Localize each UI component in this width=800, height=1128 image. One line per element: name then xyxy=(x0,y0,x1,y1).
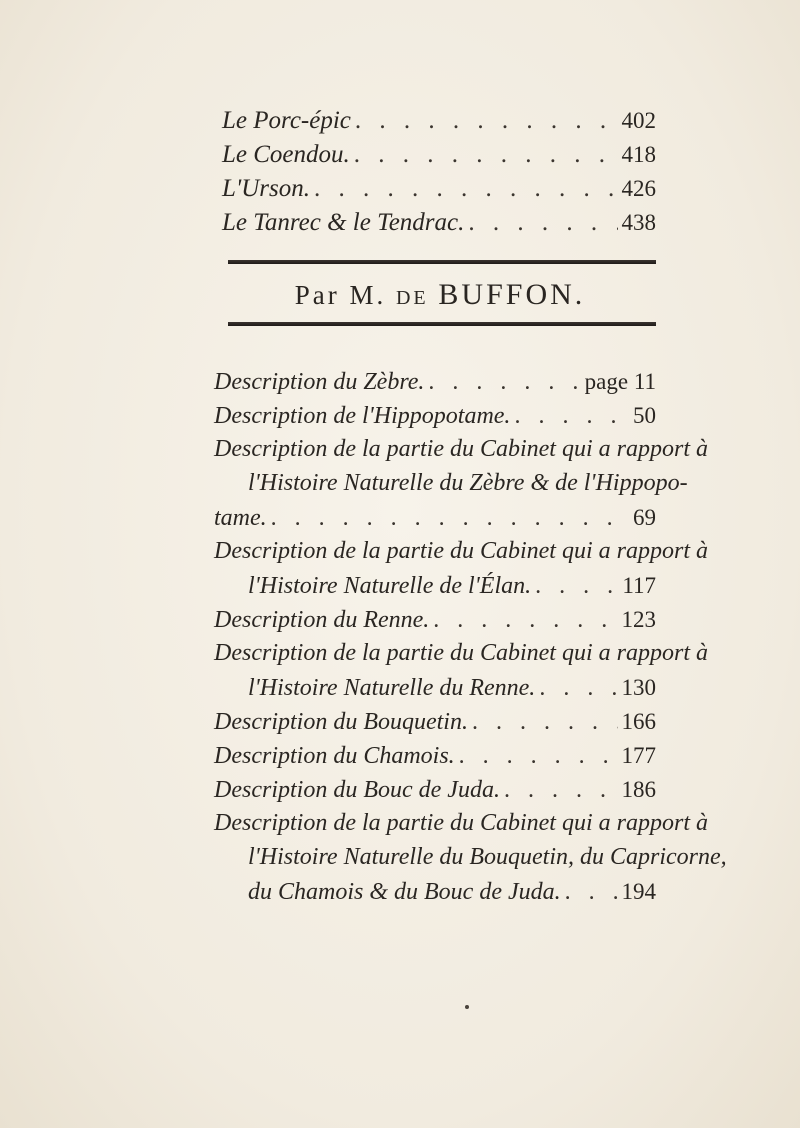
entry-title: Description de la partie du Cabinet qui a rapport à xyxy=(214,436,708,462)
entry-title-cont: l'Histoire Naturelle du Renne. xyxy=(248,675,536,701)
leader-dots xyxy=(539,671,617,706)
toc-entry-line xyxy=(214,534,708,568)
entry-title: Description du Zèbre. xyxy=(214,369,425,395)
leader-dots xyxy=(428,365,580,400)
author-heading xyxy=(230,278,650,312)
leader-dots xyxy=(535,569,618,604)
toc-entry xyxy=(214,364,656,398)
toc-entry xyxy=(214,670,656,704)
toc-entry xyxy=(214,704,656,738)
entry-page: page 11 xyxy=(584,369,656,394)
entry-title: Description du Bouc de Juda. xyxy=(214,777,500,803)
entry-page: 130 xyxy=(621,675,656,700)
toc-entry xyxy=(214,500,656,534)
entry-title-cont: l'Histoire Naturelle du Bouquetin, du Capricorne, xyxy=(248,844,727,870)
bottom-rule xyxy=(228,322,656,326)
leader-dots xyxy=(472,705,618,740)
entry-title: Description de la partie du Cabinet qui a rapport à xyxy=(214,810,708,836)
toc-entry xyxy=(214,772,656,806)
entry-page: 194 xyxy=(621,879,656,904)
entry-page: 123 xyxy=(621,607,656,632)
entry-page: 418 xyxy=(621,142,656,167)
entry-title: Le Tanrec & le Tendrac. xyxy=(222,209,465,236)
leader-dots xyxy=(354,138,618,172)
entry-title: L'Urson. xyxy=(222,175,311,202)
toc-entry-line xyxy=(214,432,708,466)
entry-title: Description de l'Hippopotame. xyxy=(214,403,511,429)
toc-entry-line xyxy=(214,636,708,670)
author-name: BUFFON. xyxy=(438,278,586,311)
entry-title: Description de la partie du Cabinet qui a rapport à xyxy=(214,538,708,564)
top-entries-list xyxy=(222,104,656,240)
toc-entry-line xyxy=(214,806,708,840)
author-par: Par xyxy=(294,280,340,310)
top-rule xyxy=(228,260,656,264)
toc-entry xyxy=(214,602,656,636)
entry-page: 177 xyxy=(621,743,656,768)
leader-dots xyxy=(314,172,617,206)
entry-page: 438 xyxy=(621,210,656,235)
description-entries-list xyxy=(214,364,727,908)
entry-page: 402 xyxy=(621,108,656,133)
toc-entry xyxy=(214,874,656,908)
entry-title-cont: l'Histoire Naturelle de l'Élan. xyxy=(248,573,532,599)
entry-title: Description du Bouquetin. xyxy=(214,709,468,735)
author-m: M. xyxy=(349,280,387,310)
entry-title-cont: du Chamois & du Bouc de Juda. xyxy=(248,879,561,905)
toc-entry xyxy=(214,568,656,602)
leader-dots xyxy=(468,206,617,240)
leader-dots xyxy=(504,773,618,808)
entry-page: 69 xyxy=(633,505,656,530)
author-de: DE xyxy=(395,287,429,309)
entry-page: 426 xyxy=(621,176,656,201)
entry-page: 186 xyxy=(621,777,656,802)
toc-entry xyxy=(214,738,656,772)
entry-title: Le Porc-épic xyxy=(222,107,351,134)
leader-dots xyxy=(459,739,618,774)
leader-dots xyxy=(433,603,617,638)
toc-entry-line xyxy=(214,840,727,874)
entry-title: Description du Renne. xyxy=(214,607,430,633)
entry-page: 50 xyxy=(633,403,656,428)
entry-title-cont: l'Histoire Naturelle du Zèbre & de l'Hippopo- xyxy=(248,470,688,496)
toc-entry xyxy=(222,104,656,138)
leader-dots xyxy=(565,875,618,910)
entry-title: Le Coendou. xyxy=(222,141,350,168)
toc-entry xyxy=(214,398,656,432)
entry-page: 117 xyxy=(622,573,656,598)
entry-title: Description de la partie du Cabinet qui a rapport à xyxy=(214,640,708,666)
ink-speck xyxy=(465,1005,469,1009)
leader-dots xyxy=(271,501,629,536)
entry-title-cont: tame. xyxy=(214,505,267,531)
toc-entry xyxy=(222,172,656,206)
entry-title: Description du Chamois. xyxy=(214,743,455,769)
toc-entry xyxy=(222,206,656,240)
toc-entry-line xyxy=(214,466,688,500)
leader-dots xyxy=(355,104,618,138)
toc-entry xyxy=(222,138,656,172)
entry-page: 166 xyxy=(621,709,656,734)
leader-dots xyxy=(514,399,629,434)
